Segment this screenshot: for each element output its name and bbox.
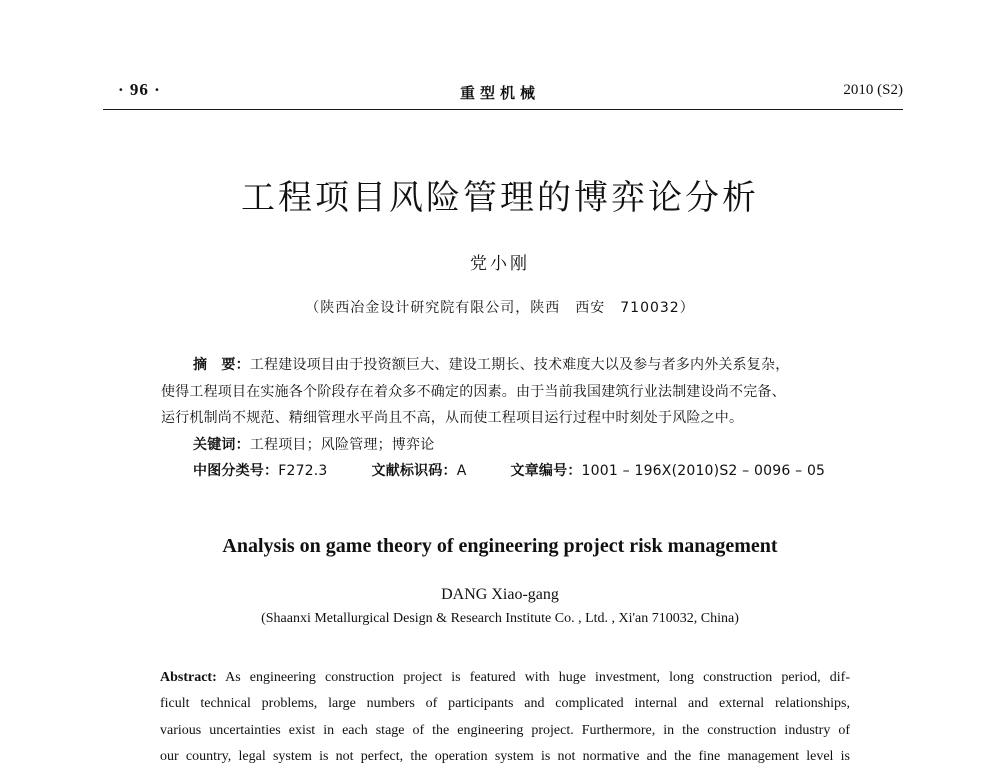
clc-value: F272.3 <box>278 463 328 479</box>
english-abstract-label: Abstract: <box>160 670 217 685</box>
header-rule <box>103 109 903 110</box>
chinese-author: 党小刚 <box>470 254 530 274</box>
english-author: DANG Xiao-gang <box>441 586 559 603</box>
english-abstract-line-4: our country, legal system is not perfect, the operation system is not normative and the fine management level is <box>160 748 850 764</box>
doc-code-value: A <box>456 463 467 479</box>
english-abstract <box>160 665 850 770</box>
keywords-value: 工程项目；风险管理；博弈论 <box>249 436 435 453</box>
article-no-value: 1001 – 196X(2010)S2 – 0096 – 05 <box>581 463 826 479</box>
chinese-abstract-line-2: 使得工程项目在实施各个阶段存在着众多不确定的因素。由于当前我国建筑行业法制建设尚不完备、 <box>161 383 786 400</box>
keywords-label: 关键词： <box>193 436 250 453</box>
chinese-abstract-text-1: 工程建设项目由于投资额巨大、建设工期长、技术难度大以及参与者多内外关系复杂， <box>249 357 790 373</box>
english-affiliation: (Shaanxi Metallurgical Design & Research Institute Co. , Ltd. , Xi'an 710032, China) <box>261 611 739 626</box>
chinese-title: 工程项目风险管理的博弈论分析 <box>241 178 759 218</box>
english-abstract-line-2: ficult technical problems, large numbers of participants and complicated internal and external relationships, <box>160 696 850 712</box>
issue-label: 2010 (S2) <box>843 82 903 98</box>
english-abstract-text-1: As engineering construction project is featured with huge investment, long construction period, dif- <box>216 670 850 685</box>
clc-label: 中图分类号： <box>193 463 279 479</box>
classification-line <box>161 458 856 485</box>
chinese-abstract <box>161 352 856 485</box>
chinese-abstract-line-1 <box>161 352 856 379</box>
article-no-label: 文章编号： <box>510 463 582 479</box>
page-number: · 96 · <box>118 80 161 99</box>
chinese-affiliation: （陕西冶金设计研究院有限公司，陕西 西安 710032） <box>305 300 695 316</box>
english-title: Analysis on game theory of engineering project risk management <box>222 535 778 557</box>
keywords-line <box>161 432 856 459</box>
doc-code-label: 文献标识码： <box>371 463 457 479</box>
english-abstract-line-1 <box>160 665 850 691</box>
journal-name: 重型机械 <box>459 84 540 102</box>
english-abstract-line-3: various uncertainties exist in each stage of the engineering project. Furthermore, in the construction industry of <box>160 722 850 738</box>
chinese-abstract-line-3: 运行机制尚不规范、精细管理水平尚且不高，从而使工程项目运行过程中时刻处于风险之中。 <box>161 410 744 426</box>
chinese-abstract-label: 摘 要： <box>193 357 250 373</box>
